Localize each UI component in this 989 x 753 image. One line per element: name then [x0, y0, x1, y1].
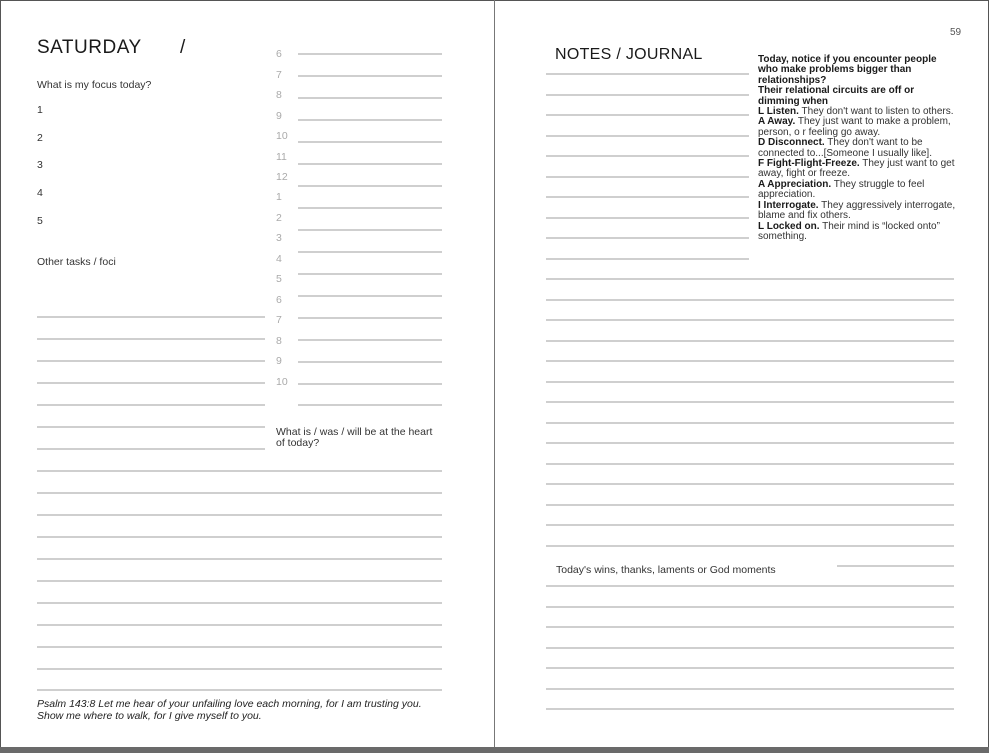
hour-line[interactable] [298, 185, 442, 187]
hour-label: 6 [276, 294, 282, 306]
journal-line[interactable] [37, 689, 442, 691]
hour-line[interactable] [298, 383, 442, 385]
journal-line[interactable] [37, 470, 442, 472]
notes-line[interactable] [546, 278, 954, 280]
task-line[interactable] [37, 360, 265, 362]
tip-desc: Their mind is “locked onto” something. [758, 220, 940, 242]
tip-desc: They just want to get away, fight or freeze. [758, 158, 955, 180]
hour-label: 10 [276, 376, 288, 388]
hour-label: 10 [276, 130, 288, 142]
hour-label: 8 [276, 335, 282, 347]
tip-item [758, 222, 958, 243]
wins-line[interactable] [837, 565, 954, 567]
notes-line[interactable] [546, 135, 749, 137]
viewer-bottom-bar [0, 747, 989, 753]
journal-line[interactable] [37, 668, 442, 670]
notes-line[interactable] [546, 237, 749, 239]
other-tasks-label: Other tasks / foci [37, 256, 116, 268]
hour-label: 5 [276, 273, 282, 285]
task-line[interactable] [37, 404, 265, 406]
hour-line[interactable] [298, 251, 442, 253]
focus-item-2: 2 [37, 132, 43, 144]
journal-line[interactable] [37, 646, 442, 648]
task-line[interactable] [37, 426, 265, 428]
notes-line[interactable] [546, 73, 749, 75]
hour-line[interactable] [298, 317, 442, 319]
notes-line[interactable] [546, 340, 954, 342]
tip-desc: They struggle to feel appreciation. [758, 178, 925, 201]
hour-line[interactable] [298, 163, 442, 165]
wins-label: Today's wins, thanks, laments or God moments [556, 564, 776, 576]
date-separator: / [180, 37, 186, 58]
journal-line[interactable] [37, 580, 442, 582]
tip-heading: Today, notice if you encounter people who make problems bigger than relationships? [758, 54, 937, 86]
focus-question: What is my focus today? [37, 79, 152, 91]
hour-line[interactable] [298, 53, 442, 55]
tip-subheading: Their relational circuits are off or dimming when [758, 85, 915, 107]
journal-line[interactable] [37, 558, 442, 560]
journal-line[interactable] [37, 536, 442, 538]
notes-line[interactable] [546, 483, 954, 485]
notes-line[interactable] [546, 381, 954, 383]
hour-label: 3 [276, 232, 282, 244]
wins-line[interactable] [546, 626, 954, 628]
wins-line[interactable] [546, 667, 954, 669]
tip-item [758, 201, 958, 222]
wins-line[interactable] [546, 647, 954, 649]
notes-line[interactable] [546, 155, 749, 157]
relational-circuits-tip [758, 55, 958, 242]
notes-line[interactable] [546, 217, 749, 219]
hour-line[interactable] [298, 97, 442, 99]
notes-line[interactable] [546, 360, 954, 362]
tip-term: A Appreciation. [758, 178, 832, 190]
journal-line[interactable] [37, 624, 442, 626]
hour-label: 7 [276, 69, 282, 81]
notes-line[interactable] [546, 401, 954, 403]
notes-line[interactable] [546, 196, 749, 198]
tip-term: L Listen. [758, 106, 799, 118]
hour-line[interactable] [298, 404, 442, 406]
hour-label: 1 [276, 191, 282, 203]
focus-item-1: 1 [37, 104, 43, 116]
notes-line[interactable] [546, 176, 749, 178]
task-line[interactable] [37, 382, 265, 384]
right-page [495, 0, 989, 747]
tip-item [758, 117, 958, 138]
hour-label: 8 [276, 89, 282, 101]
task-line[interactable] [37, 448, 265, 450]
day-title: SATURDAY [37, 37, 142, 58]
notes-line[interactable] [546, 524, 954, 526]
journal-line[interactable] [37, 602, 442, 604]
journal-line[interactable] [37, 514, 442, 516]
hour-line[interactable] [298, 141, 442, 143]
hour-line[interactable] [298, 75, 442, 77]
wins-line[interactable] [546, 688, 954, 690]
focus-item-5: 5 [37, 215, 43, 227]
hour-label: 9 [276, 355, 282, 367]
tip-desc: They don't want to be connected to...[Someone I usually like]. [758, 137, 932, 159]
tip-item [758, 180, 958, 201]
task-line[interactable] [37, 338, 265, 340]
hour-line[interactable] [298, 361, 442, 363]
tip-item [758, 138, 958, 159]
hour-line[interactable] [298, 295, 442, 297]
notes-line[interactable] [546, 258, 749, 260]
tip-term: L Locked on. [758, 220, 820, 232]
notes-line[interactable] [546, 545, 954, 547]
hour-label: 6 [276, 48, 282, 60]
focus-item-4: 4 [37, 187, 43, 199]
left-page [0, 0, 494, 747]
tip-desc: They aggressively interrogate, blame and fix others. [758, 199, 956, 222]
hour-line[interactable] [298, 273, 442, 275]
notes-line[interactable] [546, 319, 954, 321]
hour-label: 7 [276, 314, 282, 326]
tip-term: F Fight-Flight-Freeze. [758, 158, 860, 170]
notes-title: NOTES / JOURNAL [555, 46, 703, 63]
wins-line[interactable] [546, 708, 954, 710]
hour-label: 4 [276, 253, 282, 265]
hour-line[interactable] [298, 229, 442, 231]
hour-label: 2 [276, 212, 282, 224]
wins-line[interactable] [546, 585, 954, 587]
tip-desc: They don't want to listen to others. [798, 106, 954, 118]
task-line[interactable] [37, 316, 265, 318]
notes-line[interactable] [546, 299, 954, 301]
hour-line[interactable] [298, 207, 442, 209]
focus-item-3: 3 [37, 159, 43, 171]
notes-line[interactable] [546, 504, 954, 506]
tip-desc: They just want to make a problem, person, o r feeling go away. [758, 116, 951, 138]
hour-line[interactable] [298, 119, 442, 121]
notes-line[interactable] [546, 94, 749, 96]
hour-label: 9 [276, 110, 282, 122]
page-number: 59 [950, 27, 962, 38]
tip-term: I Interrogate. [758, 199, 819, 211]
hour-label: 12 [276, 171, 288, 183]
hour-line[interactable] [298, 339, 442, 341]
hour-label: 11 [276, 151, 287, 163]
tip-term: A Away. [758, 116, 796, 128]
journal-line[interactable] [37, 492, 442, 494]
notes-line[interactable] [546, 463, 954, 465]
heart-question: What is / was / will be at the heart of today? [276, 426, 433, 449]
psalm-verse: Psalm 143:8 Let me hear of your unfailing love each morning, for I am trusting you. Show me where to walk, for I give myself to you. [37, 698, 422, 722]
notes-line[interactable] [546, 442, 954, 444]
notes-line[interactable] [546, 114, 749, 116]
wins-line[interactable] [546, 606, 954, 608]
tip-term: D Disconnect. [758, 137, 825, 149]
tip-item [758, 159, 958, 180]
notes-line[interactable] [546, 422, 954, 424]
